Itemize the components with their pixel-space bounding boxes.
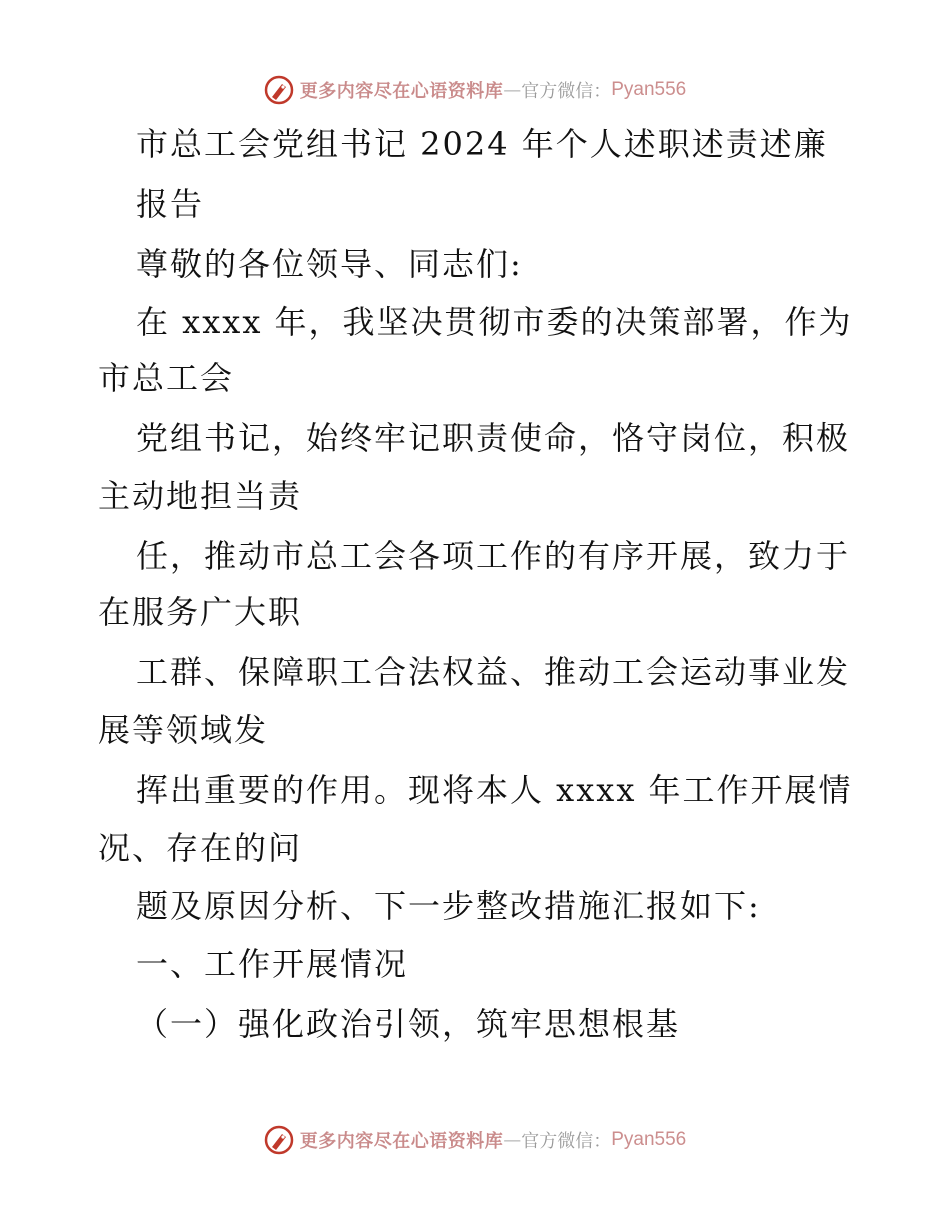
document-title-line-2: 报告: [136, 185, 205, 223]
pen-logo-icon: [264, 75, 294, 105]
banner-wechat-id: Pyan556: [611, 1129, 687, 1150]
paragraph-line: 题及原因分析、下一步整改措施汇报如下:: [136, 887, 761, 925]
banner-separator: —: [503, 79, 522, 101]
banner-wechat-id: Pyan556: [611, 79, 687, 100]
paragraph-line: 主动地担当责: [98, 477, 303, 515]
header-banner: [0, 70, 950, 110]
banner-wechat-label: 官方微信：: [521, 81, 612, 102]
banner-site-text: 更多内容尽在心语资料库: [299, 1131, 504, 1152]
paragraph-line: 况、存在的问: [98, 829, 303, 867]
banner-separator: —: [503, 1129, 522, 1151]
subsection-heading: （一）强化政治引领，筑牢思想根基: [136, 1005, 681, 1043]
footer-banner: [0, 1120, 950, 1160]
document-title-line-1: 市总工会党组书记 2024 年个人述职述责述廉: [136, 125, 828, 163]
paragraph-line: 展等领域发: [98, 711, 269, 749]
paragraph-line: 党组书记，始终牢记职责使命，恪守岗位，积极: [136, 419, 851, 457]
paragraph-line: 挥出重要的作用。现将本人 xxxx 年工作开展情: [136, 771, 853, 809]
salutation: 尊敬的各位领导、同志们:: [136, 245, 523, 283]
paragraph-line: 工群、保障职工合法权益、推动工会运动事业发: [136, 653, 851, 691]
pen-logo-icon: [264, 1125, 294, 1155]
banner-wechat-label: 官方微信：: [521, 1131, 612, 1152]
banner-site-text: 更多内容尽在心语资料库: [299, 81, 504, 102]
paragraph-line: 在服务广大职: [98, 593, 303, 631]
paragraph-line: 在 xxxx 年，我坚决贯彻市委的决策部署，作为: [136, 303, 853, 341]
paragraph-line: 市总工会: [98, 359, 235, 397]
section-heading: 一、工作开展情况: [136, 945, 409, 983]
paragraph-line: 任，推动市总工会各项工作的有序开展，致力于: [136, 537, 851, 575]
